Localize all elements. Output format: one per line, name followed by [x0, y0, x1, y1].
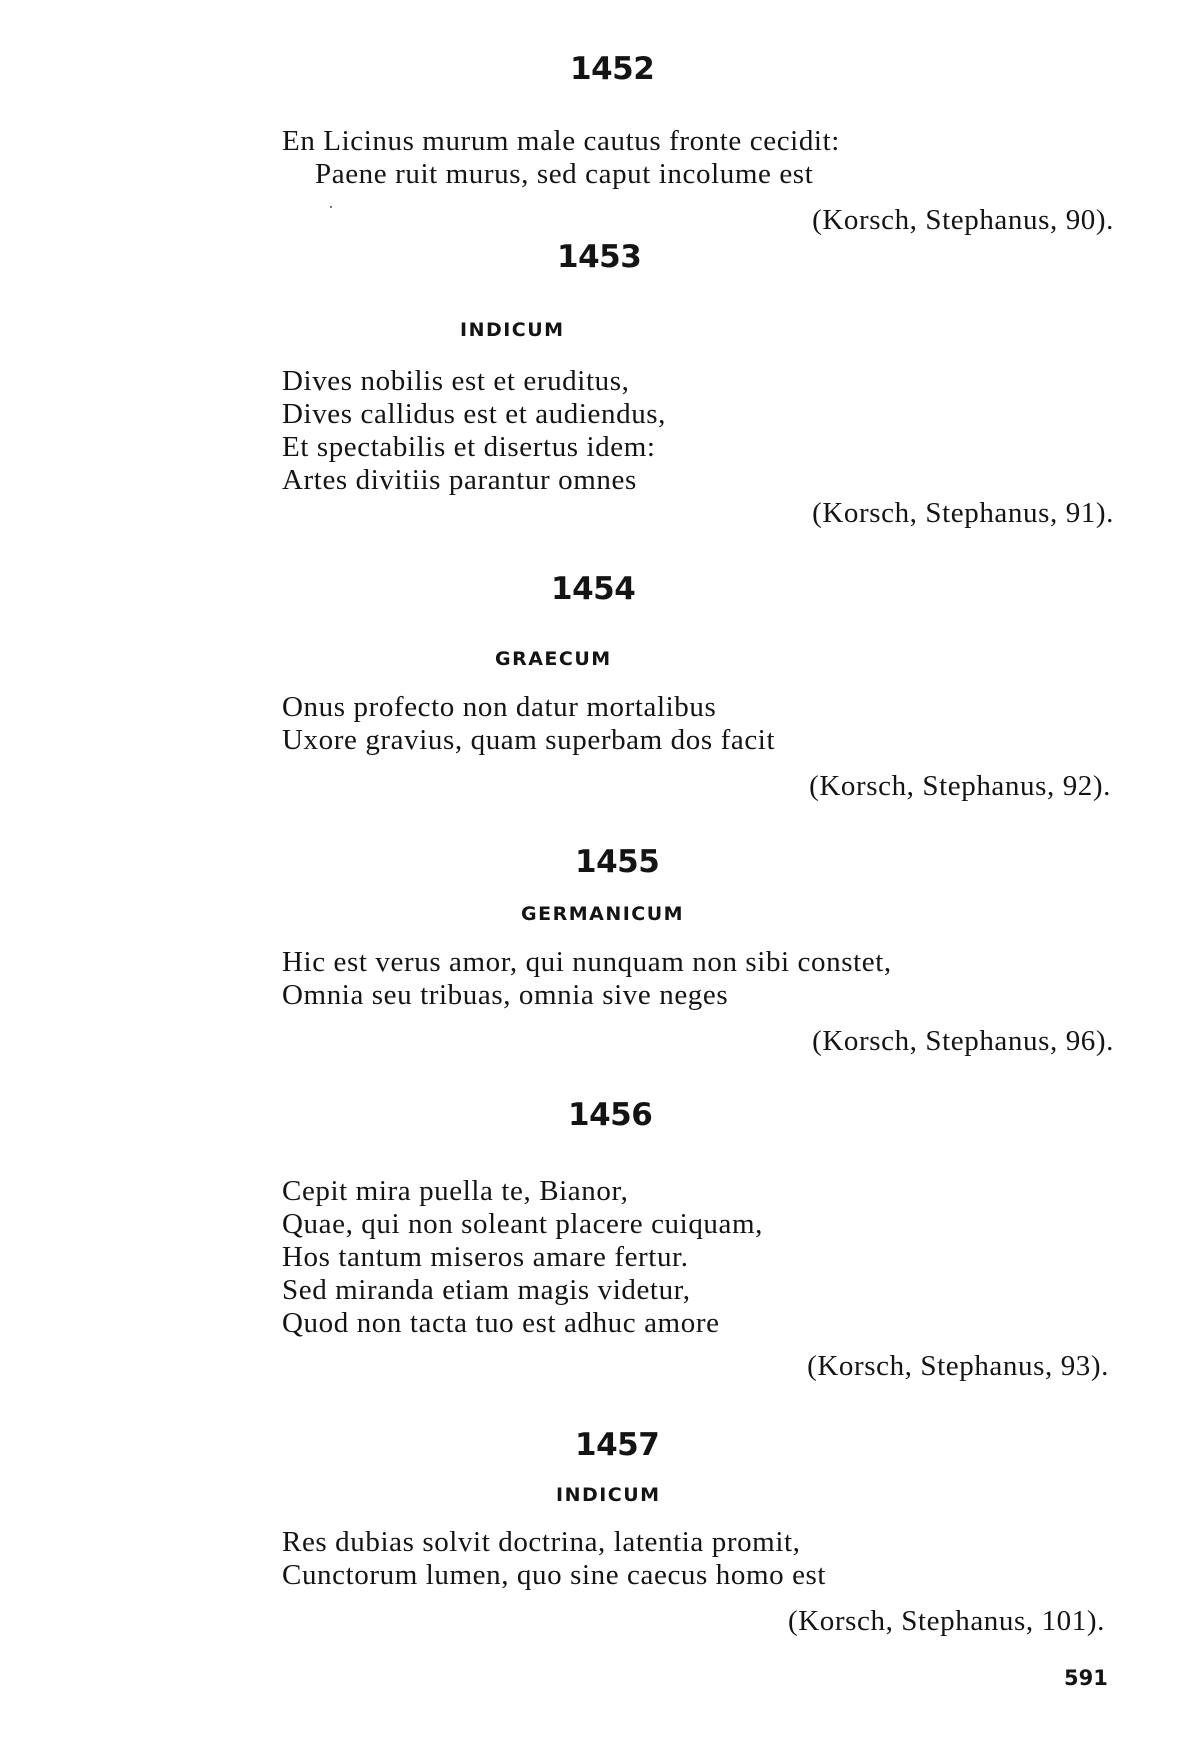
print-speck	[330, 206, 332, 208]
entry-number: 1452	[570, 51, 655, 87]
verse-line: Hos tantum miseros amare fertur.	[282, 1241, 689, 1273]
verse-line: Hic est verus amor, qui nunquam non sibi constet,	[282, 946, 892, 978]
verse-line: Dives callidus est et audiendus,	[282, 398, 667, 430]
verse-block	[282, 1526, 826, 1592]
verse-block	[282, 125, 840, 191]
verse-line: En Licinus murum male cautus fronte cecidit:	[282, 125, 840, 157]
citation: (Korsch, Stephanus, 90).	[812, 204, 1114, 236]
verse-line: Onus profecto non datur mortalibus	[282, 691, 717, 723]
section-heading: INDICUM	[460, 319, 565, 341]
citation: (Korsch, Stephanus, 93).	[807, 1350, 1109, 1382]
verse-line: Dives nobilis est et eruditus,	[282, 365, 630, 397]
verse-block	[282, 365, 666, 497]
verse-line: Artes divitiis parantur omnes	[282, 464, 637, 496]
verse-line: Cunctorum lumen, quo sine caecus homo est	[282, 1559, 827, 1591]
citation: (Korsch, Stephanus, 96).	[812, 1025, 1114, 1057]
verse-line: Quae, qui non soleant placere cuiquam,	[282, 1208, 763, 1240]
verse-line: Cepit mira puella te, Bianor,	[282, 1175, 629, 1207]
entry-number: 1457	[575, 1427, 660, 1463]
section-heading: GERMANICUM	[521, 903, 685, 925]
entry-number: 1454	[551, 571, 636, 607]
entry-number: 1455	[575, 844, 660, 880]
page-number: 591	[1064, 1666, 1108, 1690]
verse-line: Et spectabilis et disertus idem:	[282, 431, 656, 463]
verse-line: Uxore gravius, quam superbam dos facit	[282, 724, 776, 756]
verse-line: Res dubias solvit doctrina, latentia promit,	[282, 1526, 801, 1558]
entry-number: 1456	[568, 1097, 653, 1133]
entry-number: 1453	[557, 239, 642, 275]
verse-line: Paene ruit murus, sed caput incolume est	[315, 158, 814, 190]
section-heading: INDICUM	[556, 1484, 661, 1506]
section-heading: GRAECUM	[495, 648, 612, 670]
verse-line: Omnia seu tribuas, omnia sive neges	[282, 979, 729, 1011]
verse-block	[282, 691, 775, 757]
citation: (Korsch, Stephanus, 92).	[809, 770, 1111, 802]
verse-line: Quod non tacta tuo est adhuc amore	[282, 1307, 720, 1339]
verse-line: Sed miranda etiam magis videtur,	[282, 1274, 691, 1306]
verse-block	[282, 946, 892, 1012]
citation: (Korsch, Stephanus, 101).	[787, 1605, 1105, 1637]
citation: (Korsch, Stephanus, 91).	[812, 497, 1114, 529]
verse-block	[282, 1175, 763, 1340]
